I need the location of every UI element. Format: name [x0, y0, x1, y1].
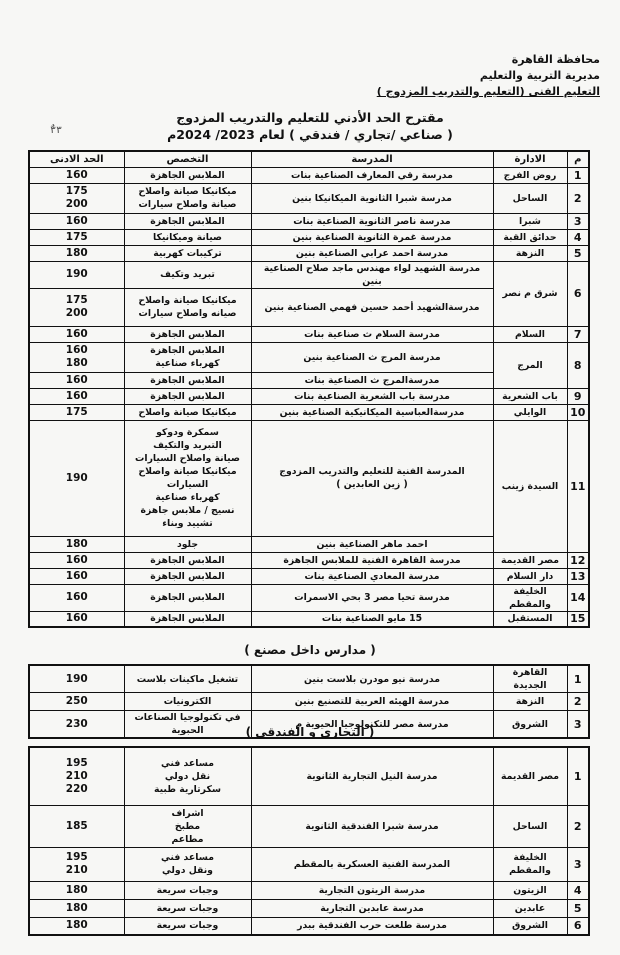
industrial-row [29, 229, 589, 245]
min-score-cell: 175 [29, 229, 124, 245]
spec-cell: الملابس الجاهزة [124, 372, 251, 388]
row-number: 5 [567, 899, 589, 917]
school-cell: مدرسة شبرا الثانوية الميكانيكا بنين [251, 183, 493, 213]
row-number: 3 [567, 847, 589, 881]
min-score-cell: 180 [29, 899, 124, 917]
admin-cell: روض الفرج [493, 167, 567, 183]
industrial-table [28, 150, 590, 628]
admin-cell: الخليفة والمقطم [493, 847, 567, 881]
school-cell: مدرسة عابدين التجارية [251, 899, 493, 917]
school-cell: مدرسةالعباسية الميكانيكية الصناعية بنين [251, 404, 493, 420]
commercial-row [29, 917, 589, 935]
governorate: محافظة القاهرة [511, 53, 600, 66]
school-cell: مدرسة المعادي الصناعية بنات [251, 568, 493, 584]
commercial-row [29, 747, 589, 805]
min-score-cell: 195 210 220 [29, 747, 124, 805]
min-score-cell: 230 [29, 711, 124, 739]
row-number: 12 [567, 552, 589, 568]
admin-cell: المستقبل [493, 611, 567, 627]
school-cell: مدرسة المرج ث الصناعية بنين [251, 342, 493, 372]
min-score-cell: 175 [29, 404, 124, 420]
school-cell: مدرسة السلام ث صناعية بنات [251, 326, 493, 342]
admin-cell: مصر القديمة [493, 747, 567, 805]
min-score-cell: 160 [29, 611, 124, 627]
row-number: 10 [567, 404, 589, 420]
admin-cell: الساحل [493, 183, 567, 213]
commercial-row [29, 899, 589, 917]
spec-cell: في تكنولوجيا الصناعات الحبوية [124, 711, 251, 739]
spec-cell: الملابس الجاهزة [124, 611, 251, 627]
spec-cell: تركيبات كهربية [124, 245, 251, 261]
min-score-cell: 250 [29, 693, 124, 711]
school-cell: مدرسة الشهيد لواء مهندس ماجد صلاح الصناعية بنين [251, 261, 493, 288]
admin-cell: عابدين [493, 899, 567, 917]
spec-cell: ميكانيكا صيانة واصلاح صيانه واصلاح سيارات [124, 288, 251, 326]
industrial-row [29, 342, 589, 372]
row-number: 4 [567, 881, 589, 899]
admin-cell: السلام [493, 326, 567, 342]
admin-cell: حدائق القبة [493, 229, 567, 245]
admin-cell: شبرا [493, 213, 567, 229]
min-score-cell: 190 [29, 665, 124, 693]
commercial-row [29, 881, 589, 899]
spec-cell: مساعد فني ونقل دولي [124, 847, 251, 881]
min-score-cell: 160 [29, 326, 124, 342]
row-number: 1 [567, 665, 589, 693]
spec-cell: سمكرة ودوكو التبريد والتكيف صيانة واصلاح السيارات ميكانيكا صيانة واصلاح السيارات كهرباء صناعية نسيج / ملابس جاهزة تشييد وبناء [124, 420, 251, 536]
school-cell: مدرسةالمرج ث الصناعية بنات [251, 372, 493, 388]
admin-cell: النزهة [493, 693, 567, 711]
row-number: 2 [567, 693, 589, 711]
min-score-cell: 180 [29, 881, 124, 899]
school-cell: احمد ماهر الصناعية بنين [251, 536, 493, 552]
min-score-cell: 175 200 [29, 183, 124, 213]
school-cell: مدرسة احمد عرابي الصناعية بنين [251, 245, 493, 261]
factory-row [29, 665, 589, 693]
commercial-row [29, 847, 589, 881]
school-cell: مدرسة الزيتون التجارية [251, 881, 493, 899]
min-score-cell: 185 [29, 805, 124, 847]
spec-cell: وجبات سريعة [124, 899, 251, 917]
school-cell: المدرسة الفنية للتعليم والتدريب المزدوج ( زين العابدين ) [251, 420, 493, 536]
min-score-cell: 160 [29, 552, 124, 568]
industrial-row [29, 245, 589, 261]
admin-cell: دار السلام [493, 568, 567, 584]
admin-cell: الخليفة والمقطم [493, 584, 567, 611]
industrial-row [29, 552, 589, 568]
col-num-header: م [567, 151, 589, 167]
admin-cell: السيدة زينب [493, 420, 567, 552]
min-score-cell: 180 [29, 536, 124, 552]
admin-cell: الوايلي [493, 404, 567, 420]
school-cell: 15 مايو الصناعية بنات [251, 611, 493, 627]
header-row [29, 151, 589, 167]
row-number: 11 [567, 420, 589, 552]
min-score-cell: 175 200 [29, 288, 124, 326]
row-number: 2 [567, 183, 589, 213]
spec-cell: جلود [124, 536, 251, 552]
row-number: 5 [567, 245, 589, 261]
industrial-row [29, 388, 589, 404]
admin-cell: القاهرة الجديدة [493, 665, 567, 693]
school-cell: مدرسة مصر للتكنولوجيا الحيوية م [251, 711, 493, 739]
min-score-cell: 180 [29, 245, 124, 261]
row-number: 6 [567, 917, 589, 935]
col-spec-header: التخصص [124, 151, 251, 167]
school-cell: مدرسة ناصر الثانوية الصناعية بنات [251, 213, 493, 229]
commercial-section-title: ( التجاري و الفندقي ) [245, 725, 375, 739]
min-score-cell: 160 180 [29, 342, 124, 372]
document-subtitle: ( صناعي /تجاري / فندقي ) لعام 2023/ 2024م [167, 127, 453, 142]
school-cell: مدرسة القاهرة الفنية للملابس الجاهزة [251, 552, 493, 568]
school-cell: مدرسة نيو مودرن بلاست بنين [251, 665, 493, 693]
min-score-cell: 160 [29, 213, 124, 229]
school-cell: مدرسة غمرة الثانوية الصناعية بنين [251, 229, 493, 245]
school-cell: مدرسة رقي المعارف الصناعية بنات [251, 167, 493, 183]
spec-cell: ميكانيكا صيانة واصلاح صيانة واصلاح سيارات [124, 183, 251, 213]
row-number: 8 [567, 342, 589, 388]
admin-cell: النزهة [493, 245, 567, 261]
min-score-cell: 190 [29, 261, 124, 288]
min-score-cell: 190 [29, 420, 124, 536]
spec-cell: الملابس الجاهزة [124, 568, 251, 584]
spec-cell: الملابس الجاهزة [124, 584, 251, 611]
department: التعليم الفنى (التعليم والتدريب المزدوج ) [376, 85, 600, 98]
spec-cell: الكترونيات [124, 693, 251, 711]
industrial-row [29, 420, 589, 536]
admin-cell: شرق م نصر [493, 261, 567, 326]
admin-cell: مصر القديمة [493, 552, 567, 568]
stamp-mark: ٌ٣٣ [50, 125, 63, 136]
commercial-table [28, 746, 590, 936]
admin-cell: الشروق [493, 711, 567, 739]
industrial-row [29, 183, 589, 213]
row-number: 14 [567, 584, 589, 611]
row-number: 15 [567, 611, 589, 627]
school-cell: مدرسة الهيئه العربية للتصنيع بنين [251, 693, 493, 711]
min-score-cell: 180 [29, 917, 124, 935]
spec-cell: الملابس الجاهزة [124, 167, 251, 183]
directorate: مديرية التربية والتعليم [479, 69, 600, 82]
row-number: 9 [567, 388, 589, 404]
school-cell: مدرسة تحيا مصر 3 بحي الاسمرات [251, 584, 493, 611]
row-number: 3 [567, 213, 589, 229]
col-school-header: المدرسة [251, 151, 493, 167]
school-cell: مدرسةالشهيد أحمد حسين فهمي الصناعية بنين [251, 288, 493, 326]
min-score-cell: 160 [29, 568, 124, 584]
spec-cell: الملابس الجاهزة [124, 388, 251, 404]
min-score-cell: 160 [29, 372, 124, 388]
row-number: 13 [567, 568, 589, 584]
industrial-row [29, 611, 589, 627]
spec-cell: تبريد وتكيف [124, 261, 251, 288]
industrial-row [29, 261, 589, 288]
spec-cell: الملابس الجاهزة كهرباء صناعية [124, 342, 251, 372]
spec-cell: ميكانيكا صيانة واصلاح [124, 404, 251, 420]
school-cell: مدرسة النيل التجارية الثانوية [251, 747, 493, 805]
spec-cell: الملابس الجاهزة [124, 552, 251, 568]
admin-cell: باب الشعرية [493, 388, 567, 404]
spec-cell: الملابس الجاهزة [124, 326, 251, 342]
spec-cell: مساعد فني نقل دولي سكرتارية طبية [124, 747, 251, 805]
factory-section-title: ( مدارس داخل مصنع ) [244, 643, 376, 657]
factory-row [29, 693, 589, 711]
commercial-row [29, 805, 589, 847]
row-number: 6 [567, 261, 589, 326]
admin-cell: الشروق [493, 917, 567, 935]
min-score-cell: 160 [29, 584, 124, 611]
spec-cell: الملابس الجاهزة [124, 213, 251, 229]
col-admin-header: الادارة [493, 151, 567, 167]
industrial-row [29, 404, 589, 420]
min-score-cell: 160 [29, 388, 124, 404]
row-number: 3 [567, 711, 589, 739]
row-number: 2 [567, 805, 589, 847]
industrial-row [29, 568, 589, 584]
admin-cell: الزيتون [493, 881, 567, 899]
industrial-row [29, 326, 589, 342]
industrial-row [29, 584, 589, 611]
spec-cell: وجبات سريعة [124, 881, 251, 899]
letterhead [377, 52, 600, 100]
spec-cell: تشغيل ماكينات بلاست [124, 665, 251, 693]
spec-cell: صيانة وميكانيكا [124, 229, 251, 245]
admin-cell: المرج [493, 342, 567, 388]
industrial-row [29, 213, 589, 229]
admin-cell: الساحل [493, 805, 567, 847]
spec-cell: اشراف مطبخ مطاعم [124, 805, 251, 847]
min-score-cell: 160 [29, 167, 124, 183]
row-number: 1 [567, 167, 589, 183]
row-number: 7 [567, 326, 589, 342]
school-cell: المدرسة الفنية العسكرية بالمقطم [251, 847, 493, 881]
row-number: 4 [567, 229, 589, 245]
school-cell: مدرسة شبرا الفندقية الثانوية [251, 805, 493, 847]
document-title: مقترح الحد الأدني للتعليم والتدريب المزدوج [176, 110, 444, 125]
min-score-cell: 195 210 [29, 847, 124, 881]
school-cell: مدرسة طلعت حرب الفندقية ببدر [251, 917, 493, 935]
col-min-header: الحد الادنى [29, 151, 124, 167]
industrial-row [29, 167, 589, 183]
spec-cell: وجبات سريعة [124, 917, 251, 935]
row-number: 1 [567, 747, 589, 805]
school-cell: مدرسة باب الشعرية الصناعية بنات [251, 388, 493, 404]
